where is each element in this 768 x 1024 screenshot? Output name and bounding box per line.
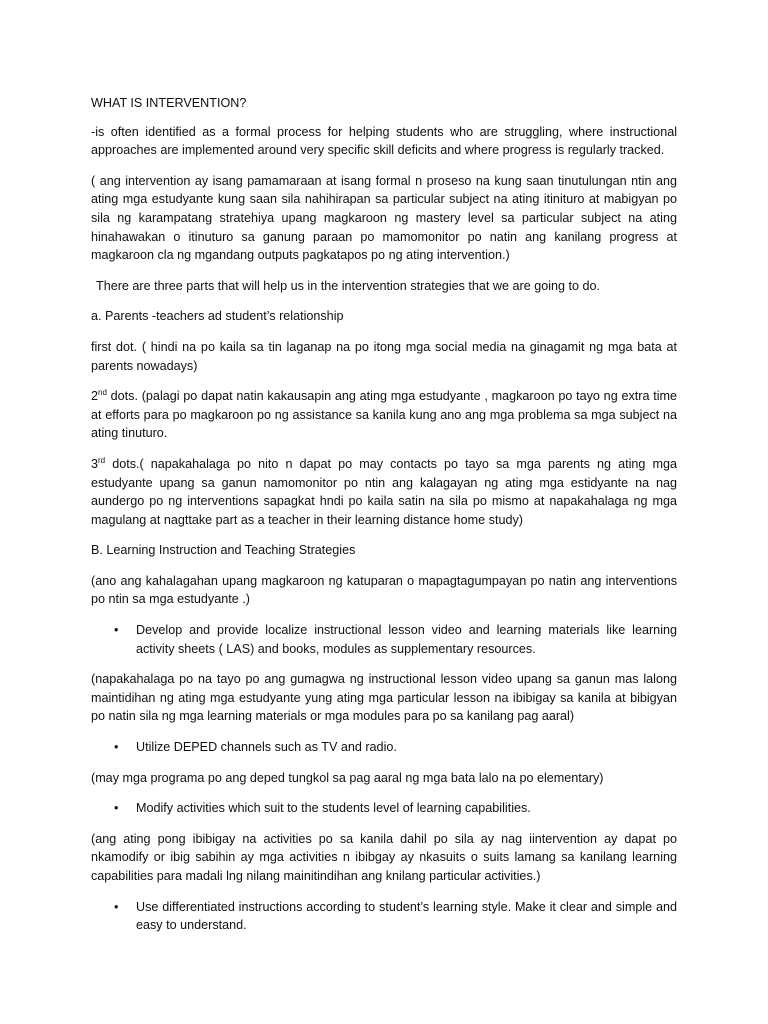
first-dot-paragraph: first dot. ( hindi na po kaila sa tin laganap na po itong mga social media na ginagamit ng mga bata at parents nowadays) — [91, 339, 677, 373]
bullet-item-3 — [91, 799, 677, 818]
bullet-item-4 — [91, 898, 677, 935]
bullet-item-1-text: Develop and provide localize instructional lesson video and learning materials like learning activity sheets ( LAS) and books, modules as supplementary resources. — [136, 623, 677, 656]
bullet-icon: • — [114, 623, 119, 638]
document-title: WHAT IS INTERVENTION? — [91, 96, 247, 110]
definition-paragraph: -is often identified as a formal process for helping students who are struggling, where instructional approaches are implemented around very specific skill deficits and where progress is regularly tracked. — [91, 124, 677, 158]
bullet-item-1 — [91, 621, 677, 658]
second-dot-paragraph — [91, 387, 677, 443]
second-dot-number: 2 — [91, 389, 99, 404]
second-dot-text: dots. (palagi po dapat natin kakausapin ang ating mga estudyante , magkaroon po tayo ng extra time at efforts para po magkaroon po ng assistance sa kanila kung ano ang mga problema sa mga subject na ating tinuturo. — [91, 389, 677, 441]
bullet-icon: • — [114, 740, 119, 755]
bullet-2-note: (may mga programa po ang deped tungkol sa pag aaral ng mga bata lalo na po elementary) — [91, 770, 604, 785]
three-parts-paragraph: There are three parts that will help us in the intervention strategies that we are going to do. — [96, 278, 601, 293]
section-a-heading: a. Parents -teachers ad student’s relationship — [91, 309, 344, 324]
bullet-3-note: (ang ating pong ibibigay na activities po sa kanila dahil po sila ay nag iintervention ay dapat po nkamodify or ibig sabihin ay mga activities n ibibgay ay nkasuits o suits lamang sa kanilang learning capabilities para madali lng nilang mainitindihan ang knilang particular activities.) — [91, 831, 677, 883]
bullet-item-3-text: Modify activities which suit to the students level of learning capabilities. — [136, 801, 531, 816]
bullet-item-4-text: Use differentiated instructions according to student’s learning style. Make it clear and simple and easy to understand. — [136, 899, 677, 933]
third-dot-paragraph — [91, 455, 677, 529]
third-dot-number: 3 — [91, 456, 99, 471]
section-b-intro: (ano ang kahalagahan upang magkaroon ng katuparan o mapagtagumpayan po natin ang interventions po ntin sa mga estudyante .) — [91, 573, 677, 607]
bullet-icon: • — [114, 899, 119, 914]
bullet-item-2-text: Utilize DEPED channels such as TV and radio. — [136, 740, 397, 755]
third-dot-text: dots.( napakahalaga po nito n dapat po may contacts po tayo sa mga parents ng ating mga estudyante upang sa ganun namomonitor po ntin ang kalagayan ng ating mga estidyante na nag aundergo po ng interventions sapagkat hndi po kaila satin na sila po mismo at napakahalaga ng mga magulang at nagttake part as a teacher in their learning distance home study) — [91, 456, 677, 527]
third-dot-ordinal: rd — [98, 455, 106, 465]
bullet-icon: • — [114, 801, 119, 816]
section-b-heading: B. Learning Instruction and Teaching Strategies — [91, 543, 356, 558]
definition-translation-paragraph: ( ang intervention ay isang pamamaraan at isang formal n proseso na kung saan tinutulungan ntin ang ating mga estudyante kung saan sila nahihirapan sa particular subject na ating itinituro at mabigyan po sila ng karampatang stratehiya upang magkaroon ng mastery level sa particular subject na ating hinahawakan o itinuturo sa ganung paraan po mamomonitor po natin ang kanilang progress at magkaroon cla ng mgandang outputs pagkatapos po ng ating intervention.) — [91, 173, 677, 263]
bullet-item-2 — [91, 738, 677, 757]
second-dot-ordinal: nd — [98, 387, 107, 397]
bullet-1-note: (napakahalaga po na tayo po ang gumagwa ng instructional lesson video upang sa ganun mas lalong maintidihan ng ating mga estudyante yung ating mga particular lesson na ibibigay sa kanila at bibigyan po natin sila ng mga learning materials or mga modules para po sa kanilang pag aaral) — [91, 672, 677, 724]
